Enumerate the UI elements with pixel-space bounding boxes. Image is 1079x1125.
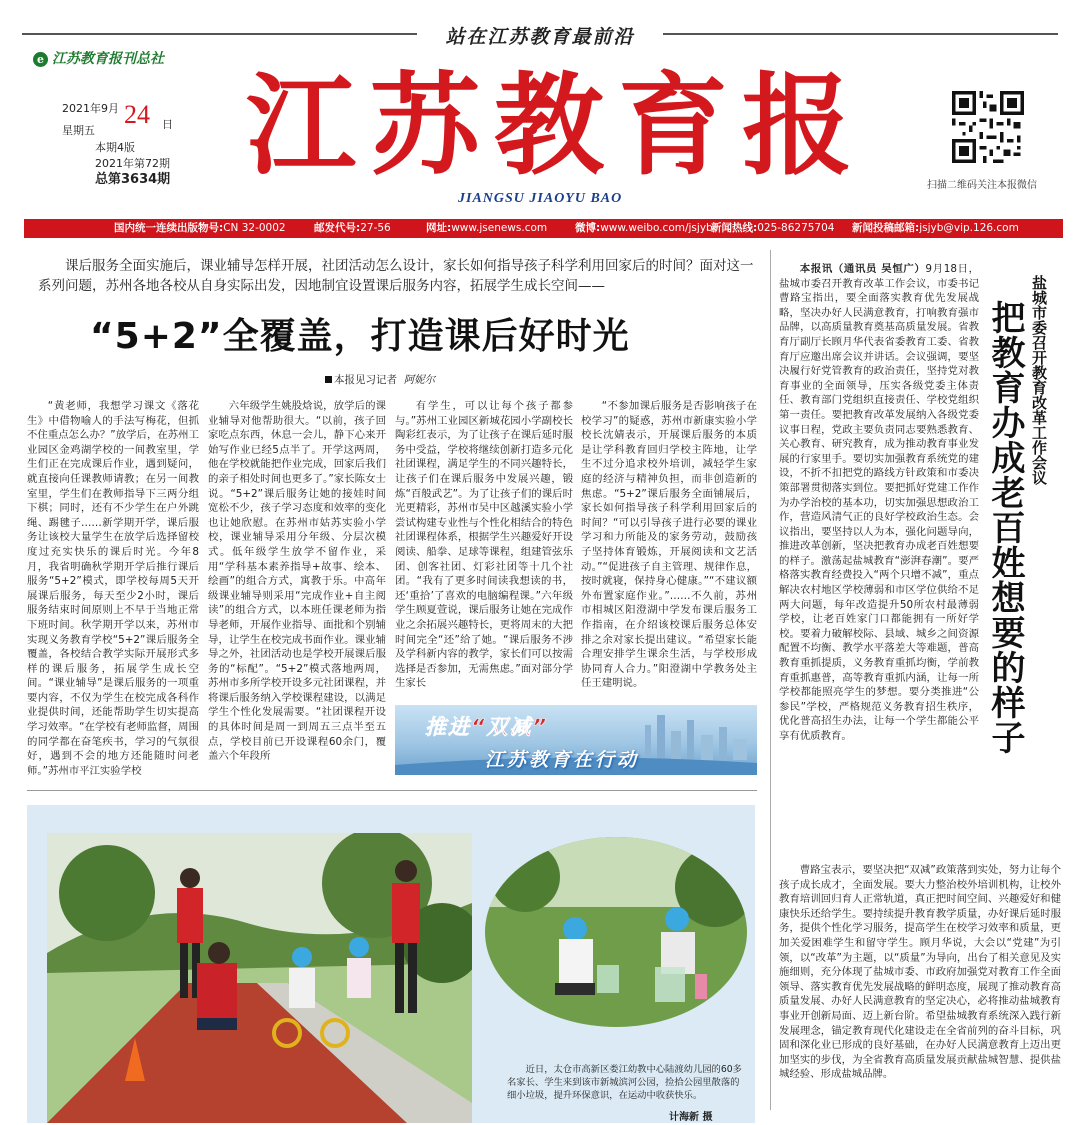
photo-credit: 计海新 摄 <box>669 1112 713 1123</box>
photo-children-on-track-image <box>47 833 472 1123</box>
masthead-title-text: 江苏教育报 <box>246 61 866 186</box>
publication-info-bar <box>24 219 1063 238</box>
wechat-qr-code-icon <box>952 91 1024 163</box>
postal-code: 邮发代号:27-56 <box>314 222 391 234</box>
date-weekday: 星期五 <box>62 124 95 137</box>
date-day-suffix: 日 <box>162 118 173 131</box>
qr-caption: 扫描二维码关注本报微信 <box>927 180 1037 191</box>
banner-subtitle: 江苏教育在行动 <box>485 749 640 771</box>
section-divider <box>27 790 757 791</box>
lead-story-column-1: “黄老师，我想学习课文《落花生》中借物喻人的手法写梅花，但抓不住重点怎么办？”放学后，在苏州工业园区金鸡湖学校的一间教室里，学生们正在完成课后作业，遇到疑问，就直接向任课教师请教；在另一间教室里，学生们在教师指导下三两分组下棋；同时，还有不少学生在户外跳绳、踢毽子……新学期开学，课后服务让该校大量学生在放学后选择留校度过充实快乐的课后时光。今年8月，我省明确秋学期开学后推行课后服务“5+2”模式，即学校每周5天开展课后服务，每天至少2小时，课后服务结束时间原则上不早于当地正常下班时间。秋学期开学以来，苏州市实现义务教育学校“5+2”课后服务全覆盖，各校结合教学实际开展形式多样的课后服务，拓展学生成长空间。“课业辅导”是课后服务的一项重要内容，不仅为学生在校完成各科作业提供时间，还能帮助学生切实提高学习效率。“在学校有老师监督，周围的同学都在奋笔疾书，学习的气氛很好，遇到不会的地方还能随时问老师。”苏州市平江实验学校 <box>27 400 199 777</box>
news-hotline: 新闻热线:025-86275704 <box>711 222 835 234</box>
lead-story-intro: 课后服务全面实施后，课业辅导怎样开展，社团活动怎么设计，家长如何指导孩子科学利用回家后的时间？面对这一系列问题，苏州各地各校从自身实际出发，因地制宜设置课后服务内容，拓展学生成长空间—— <box>38 258 754 294</box>
banner-title: 推进“双减” <box>425 715 549 739</box>
issue-total-number: 总第3634期 <box>95 172 171 187</box>
masthead-pinyin: JIANGSU JIAOYU BAO <box>458 191 623 206</box>
right-story-headline: 把教育办成老百姓想要的样子 <box>985 300 1025 755</box>
lead-story-column-2: 六年级学生姚股焓说，放学后的课业辅导对他帮助很大。“以前，孩子回家吃点东西，休息一会儿，静下心来开始写作业已经5点半了。开学这两周，他在学校就能把作业完成，回家后我们的亲子相处时间也更多了。”家长陈女士说。“5+2”课后服务让她的接娃时间宽松不少，孩子学习态度和效率的变化也让她欣慰。在苏州市姑苏实验小学校，课业辅导采用分年级、分层次模式。低年级学生放学不留作业，采用“学科基本素养指导+故事、绘本、绘画”的组合方式，寓教于乐。中高年级课业辅导则采用“完成作业+自主阅读”的组合方式，以本班任课老师为指导老师，开展作业指导、面批和个别辅导，让学生在校完成书面作业。课业辅导之外，社团活动也是学校开展课后服务的“标配”。“5+2”模式落地两周，苏州市多所学校开设多元社团课程，并将课后服务纳入学校课程建设，以满足学生个性化发展需要。“社团课程开设的具体时间是周一到周五三点半至五点，学校目前已开设课程60余门，覆盖六个年段所 <box>208 400 386 763</box>
column-rule <box>770 250 771 1110</box>
top-rule-left <box>22 33 417 35</box>
byline-name: 阿妮尔 <box>403 374 436 386</box>
issue-pages: 本期4版 <box>95 141 135 154</box>
right-story-subheadline: 盐城市委召开教育改革工作会议 <box>1030 275 1048 485</box>
photo-caption: 近日，太仓市高新区娄江幼教中心陆渡幼儿园的60多名家长、学生来到该市新城滨河公园，捡拾公园里散落的细小垃圾，提升环保意识，在运动中收获快乐。 <box>507 1064 742 1102</box>
right-story-byline: 本报讯（通讯员 吴恒广） <box>799 263 926 275</box>
cn-number: 国内统一连续出版物号:CN 32-0002 <box>114 222 286 234</box>
byline-square-icon <box>325 376 332 383</box>
lead-story-byline <box>325 372 435 387</box>
news-photo-block <box>27 805 755 1123</box>
right-story-text: 9月18日，盐城市委召开教育改革工作会议，市委书记曹路宝指出，要全面落实教育优先发展战略，坚决办好人民满意教育，打响教育强市品牌，以高质量教育奠基高质量发展。省教育厅副厅长顾月华代表省委教育工委、省教育厅应邀出席会议并讲话。会议强调，要坚决履行好党管教育的政治责任，坚持党对教育事业的全面领导，压实各级党委主体责任、教育部门党组织直接责任、学校党组织第一责任。要把教育改革发展纳入各级党委议事日程，党政主要负责同志要熟悉教育、关心教育、研究教育，成为推动教育事业发展的行家里手。要切实加强教育系统党的建设，不折不扣把党的路线方针政策和市委决策部署贯彻落实到位。要把抓好党建工作作为办学治校的基本功，切实加强思想政治工作，营造风清气正的良好学校政治生态。会议指出，要坚持以人为本，强化问题导向，推进改革创新，坚决把教育办成老百姓想要的样子。激荡起盐城教育“澎湃春潮”。要严格落实教育经费投入“两个只增不减”，重点解决农村地区学校薄弱和市区学位供给不足两大问题，每年改造提升50所农村最薄弱学校，让老百姓家门口都能拥有一所好学校。要着力破解校际、县域、城乡之间资源配置不均衡、教学水平落差大等难题，普高教育重抓提质，义务教育重抓均衡，学前教育重抓惠普，高等教育重抓内涵，让每一所学校都能照亮学生的梦想。要分类推进“公参民”学校，严格规范义务教育招生秩序，优化普高招生办法，让每一个学生都能公平享有优质教育。 <box>779 263 979 742</box>
issue-info <box>95 140 170 188</box>
submission-email[interactable]: 新闻投稿邮箱:jsjyb@vip.126.com <box>852 222 1019 234</box>
double-reduction-banner <box>395 705 757 775</box>
masthead-slogan: 站在江苏教育最前沿 <box>445 26 635 48</box>
issue-date <box>62 100 192 138</box>
publisher-label: 江苏教育报刊总社 <box>52 51 164 67</box>
website[interactable]: 网址:www.jsenews.com <box>426 222 548 234</box>
publisher-name <box>33 48 164 68</box>
weibo[interactable]: 微博:www.weibo.com/jsjyb <box>575 222 713 234</box>
masthead-title <box>236 56 876 186</box>
lead-story-column-3: 有学生，可以让每个孩子都参与。”苏州工业园区新城花园小学副校长陶彩红表示，为了让孩子在课后延时服务中受益，学校将继续创新打造多元化社团课程，满足学生的不同兴趣特长，让孩子们在课后服务中发展兴趣，锻炼“百般武艺”。为了让孩子们的课后时光更精彩，苏州市吴中区越溪实验小学尝试构建专业性与个性化相结合的特色社团课程体系，根据学生兴趣爱好开设阅读、船拳、足球等课程，组建管弦乐团、创客社团、灯彩社团等十几个社团。“我有了更多时间读我想读的书，还‘重拾’了喜欢的电脑编程课。”六年级学生顾夏萱说，课后服务让她在完成作业之余拓展兴趣特长，更将周末的大把时间完全“还”给了她。“课后服务不涉及学科新内容的教学，家长们可以按需选择是否参加，无需焦虑。”面对部分学生家长 <box>395 400 573 690</box>
issue-number: 2021年第72期 <box>95 157 170 170</box>
lead-story-column-4: “不参加课后服务是否影响孩子在校学习”的疑惑，苏州市新康实验小学校长沈婧表示，开展课后服务的本质是让学科教育回归学校主阵地，让学生不过分追求校外培训，减轻学生家庭的经济与精神负担，而非创造新的焦虑。“5+2”课后服务全面铺展后，家长如何指导孩子科学利用回家后的时间？“可以引导孩子进行必要的课业学习和力所能及的家务劳动，鼓励孩子坚持体育锻炼，开展阅读和文艺活动。”“促进孩子自主管理、规律作息，按时就寝，保持身心健康。”“不建议额外布置家庭作业。”……不久前，苏州市相城区阳澄湖中学发布课后服务工作指南，在介绍该校课后服务总体安排之余对家长提出建议。“希望家长能合理安排学生课余生活，与学校形成协同育人合力。”阳澄湖中学教务处主任王建明说。 <box>581 400 757 690</box>
top-rule-right <box>663 33 1058 35</box>
lead-story-headline: “5+2”全覆盖，打造课后好时光 <box>90 316 630 357</box>
byline-label: 本报见习记者 <box>334 374 397 386</box>
right-story-body-continued: 曹路宝表示，要坚决把“双减”政策落到实处，努力让每个孩子成长成才，全面发展。要大力整治校外培训机构，让校外教育培训回归育人正常轨道，真正把时间空间、兴趣爱好和健康快乐还给学生。要持续提升教育教学质量，办好课后延时服务，提供个性化学习服务，提高学生在校学习效率和质量，更加关爱困难学生和留守学生。顾月华说，大会以“党建”为引领，以“改革”为主题，以“质量”为导向，出台了相关意见及实施细则，充分体现了盐城市委、市政府加强党对教育工作全面领导、落实教育优先发展战略的鲜明态度，展现了推动教育高质量发展、办好人民满意教育的坚定决心，必将推动盐城教育事业开创新局面、迈上新台阶。希望盐城教育系统深入践行新发展理念，锚定教育现代化建设走在全省前列的奋斗目标，巩固和深化业已形成的良好基础，在办好人民满意教育上迈出更加坚实的步伐，为全省教育高质量发展贡献盐城智慧、提供盐城经验、形成盐城品牌。 <box>779 864 1061 1081</box>
date-year-month: 2021年9月 <box>62 102 119 115</box>
date-day: 24 <box>124 100 150 129</box>
right-story-body <box>779 262 979 867</box>
photo-children-picking-litter-image <box>485 837 747 1027</box>
publisher-logo-icon: e <box>33 52 48 67</box>
